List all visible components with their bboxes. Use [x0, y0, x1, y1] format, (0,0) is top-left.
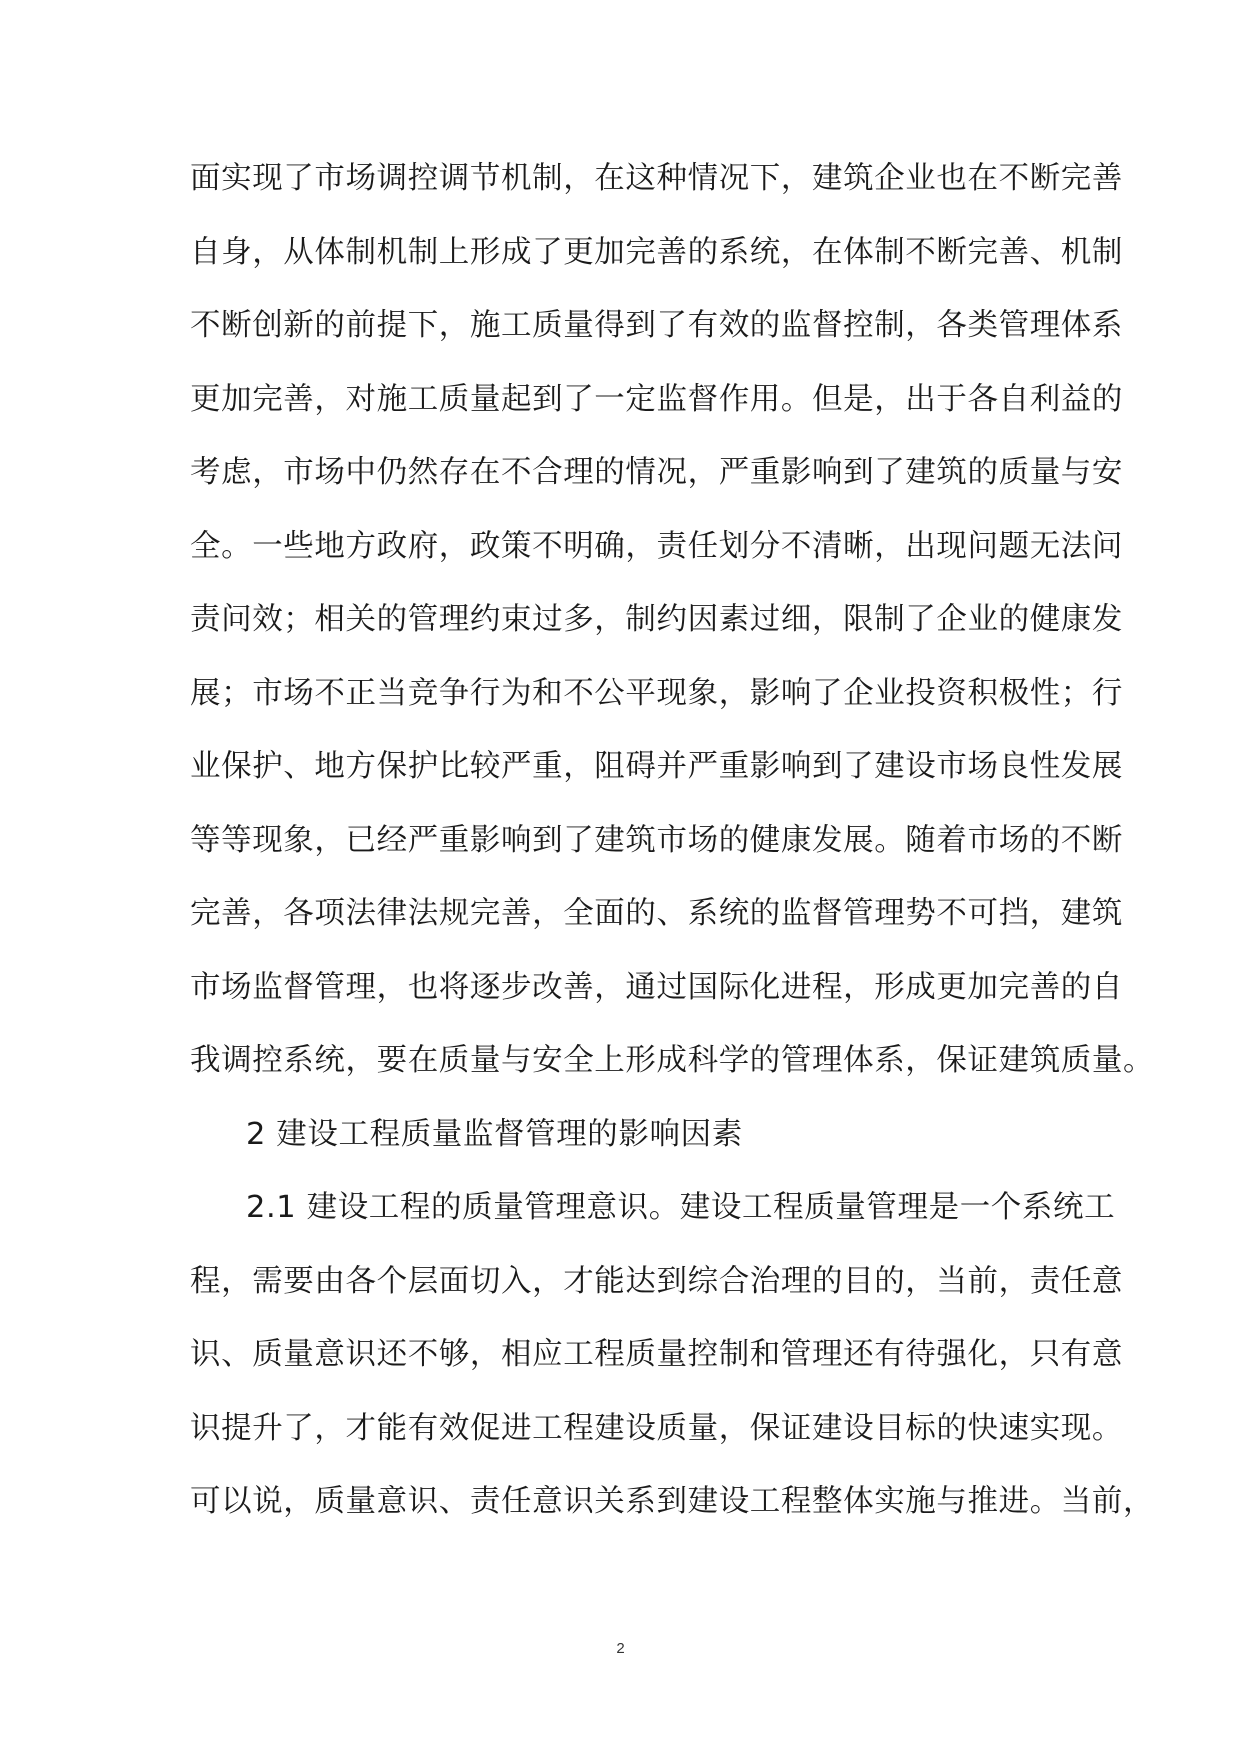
body-text [190, 142, 1155, 1539]
paragraph-line: 我调控系统，要在质量与安全上形成科学的管理体系，保证建筑质量。 [190, 1043, 1155, 1078]
paragraph-line: 考虑，市场中仍然存在不合理的情况，严重影响到了建筑的质量与安 [190, 455, 1123, 490]
paragraph-line: 完善，各项法律法规完善，全面的、系统的监督管理势不可挡，建筑 [190, 896, 1123, 931]
paragraph-line: 识、质量意识还不够，相应工程质量控制和管理还有待强化，只有意 [190, 1337, 1123, 1372]
paragraph-line: 识提升了，才能有效促进工程建设质量，保证建设目标的快速实现。 [190, 1410, 1123, 1446]
paragraph-line: 面实现了市场调控调节机制，在这种情况下，建筑企业也在不断完善 [190, 161, 1123, 196]
paragraph-line: 更加完善，对施工质量起到了一定监督作用。但是，出于各自利益的 [190, 381, 1123, 417]
paragraph-line: 可以说，质量意识、责任意识关系到建设工程整体实施与推进。当前， [190, 1484, 1155, 1519]
paragraph-line: 全。一些地方政府，政策不明确，责任划分不清晰，出现问题无法问 [190, 528, 1123, 564]
section-heading: 2 建设工程质量监督管理的影响因素 [246, 1116, 743, 1152]
paragraph-line: 2.1 建设工程的质量管理意识。建设工程质量管理是一个系统工 [246, 1190, 1116, 1225]
paragraph-line: 市场监督管理，也将逐步改善，通过国际化进程，形成更加完善的自 [190, 969, 1123, 1005]
paragraph-line: 责问效；相关的管理约束过多，制约因素过细，限制了企业的健康发 [190, 602, 1123, 637]
paragraph-line: 自身，从体制机制上形成了更加完善的系统，在体制不断完善、机制 [190, 234, 1123, 270]
paragraph-line: 程，需要由各个层面切入，才能达到综合治理的目的，当前，责任意 [190, 1263, 1123, 1299]
paragraph-line: 等等现象，已经严重影响到了建筑市场的健康发展。随着市场的不断 [190, 822, 1123, 858]
paragraph-line: 业保护、地方保护比较严重，阻碍并严重影响到了建设市场良性发展 [190, 749, 1123, 784]
paragraph-line: 展；市场不正当竞争行为和不公平现象，影响了企业投资积极性；行 [190, 675, 1123, 711]
paragraph-line: 不断创新的前提下，施工质量得到了有效的监督控制，各类管理体系 [190, 308, 1123, 343]
page-number: 2 [616, 1640, 625, 1657]
